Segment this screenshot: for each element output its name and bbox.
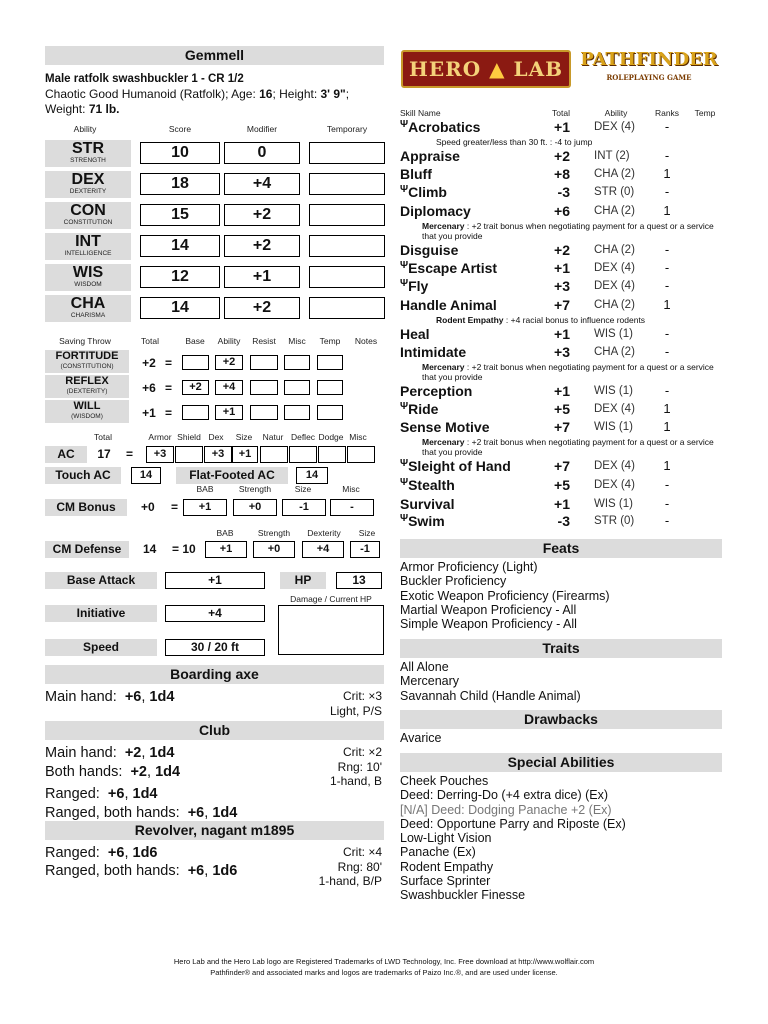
list-item: Panache (Ex) xyxy=(400,845,476,860)
header-skill-ranks: Ranks xyxy=(654,108,680,118)
header-skill-name: Skill Name xyxy=(400,108,441,118)
save-temp xyxy=(317,405,343,420)
header-save-total: Total xyxy=(141,336,159,346)
skill-note-acrobatics: Speed greater/less than 30 ft. : -4 to jump xyxy=(436,137,593,147)
ability-modifier: +4 xyxy=(224,173,300,195)
skill-note-sense-motive: Mercenary : +2 trait bonus when negotiating payment for a quest or a service that you provide xyxy=(422,437,714,457)
skill-bluff: Bluff xyxy=(400,166,432,182)
list-item: Deed: Opportune Parry and Riposte (Ex) xyxy=(400,816,626,831)
weapon-line: Main hand: +2, 1d4 xyxy=(45,745,175,761)
header-skill-temp: Temp xyxy=(694,108,716,118)
skill-ability: DEX (4) xyxy=(594,460,635,472)
save-equals: = xyxy=(165,406,173,420)
skill-ability: DEX (4) xyxy=(594,280,635,292)
touch-ac-value: 14 xyxy=(131,467,161,484)
weapon-line: Main hand: +6, 1d4 xyxy=(45,689,175,705)
cm-defense-total: 14 xyxy=(143,542,157,556)
skill-perception: Perception xyxy=(400,383,473,399)
ability-modifier: +1 xyxy=(224,266,300,288)
skill-total: +7 xyxy=(554,419,570,435)
ac-total: 17 xyxy=(97,447,111,461)
skill-ability: INT (2) xyxy=(594,150,630,162)
skill-ability: WIS (1) xyxy=(594,328,633,340)
skill-ranks: 1 xyxy=(663,297,671,312)
save-resist xyxy=(250,405,278,420)
footer-line-1: Hero Lab and the Hero Lab logo are Registered Trademarks of LWD Technology, Inc. Free download at http://www.wolflair.com xyxy=(173,957,595,966)
cm-bonus-size: -1 xyxy=(282,499,326,516)
header-ac-total: Total xyxy=(94,432,112,442)
header-save-ability: Ability xyxy=(217,336,241,346)
armor-check-icon: Ψ xyxy=(400,401,409,412)
save-equals: = xyxy=(165,356,173,370)
list-item: Exotic Weapon Proficiency (Firearms) xyxy=(400,588,610,603)
skill-ranks: - xyxy=(664,148,670,163)
skill-note-handle-animal: Rodent Empathy : +4 racial bonus to influence rodents xyxy=(436,315,646,325)
touch-ac-label: Touch AC xyxy=(45,467,121,484)
cm-bonus-equals: = xyxy=(171,500,179,514)
skill-ability: DEX (4) xyxy=(594,262,635,274)
ability-label-wis: WIS WISDOM xyxy=(45,264,131,291)
cm-bonus-label: CM Bonus xyxy=(45,499,127,516)
hp-value: 13 xyxy=(336,572,382,589)
ability-score: 14 xyxy=(140,297,220,319)
ac-label: AC xyxy=(45,446,87,463)
herolab-logo: HERO ▲ LAB xyxy=(401,50,571,88)
ability-score: 12 xyxy=(140,266,220,288)
cm-defense-label: CM Defense xyxy=(45,541,129,558)
ability-temporary[interactable] xyxy=(309,204,385,226)
skill-climb: $^\Psi$Climb xyxy=(400,184,447,200)
ability-modifier: +2 xyxy=(224,235,300,257)
skill-ability: CHA (2) xyxy=(594,205,635,217)
save-total: +1 xyxy=(142,406,156,420)
traits-title: Traits xyxy=(400,639,722,658)
ability-label-con: CON CONSTITUTION xyxy=(45,202,131,229)
weapon-stats: Crit: ×3 Light, P/S xyxy=(329,689,382,718)
list-item: Avarice xyxy=(400,731,442,745)
pathfinder-logo: PATHFINDER ROLEPLAYING GAME xyxy=(580,49,718,82)
skill-ranks: - xyxy=(664,383,670,398)
armor-check-icon: Ψ xyxy=(400,477,409,488)
armor-check-icon: Ψ xyxy=(400,278,409,289)
skill-total: +1 xyxy=(554,326,570,342)
special-abilities-title: Special Abilities xyxy=(400,753,722,772)
feats-list xyxy=(400,560,610,631)
skill-fly: $^\Psi$Fly xyxy=(400,278,429,294)
weapon-stats: Crit: ×4 Rng: 80' 1-hand, B/P xyxy=(318,845,382,888)
ac-armor-box: +3 xyxy=(146,446,174,463)
skill-swim: $^\Psi$Swim xyxy=(400,513,445,529)
armor-check-icon: Ψ xyxy=(400,184,409,195)
list-item: Surface Sprinter xyxy=(400,874,491,889)
skill-total: +2 xyxy=(554,148,570,164)
cm-bonus-misc: - xyxy=(330,499,374,516)
save-base xyxy=(182,355,209,370)
list-item: Armor Proficiency (Light) xyxy=(400,560,538,574)
skill-ranks: 1 xyxy=(663,458,671,473)
save-equals: = xyxy=(165,381,173,395)
list-item: Simple Weapon Proficiency - All xyxy=(400,617,577,632)
skill-ability: DEX (4) xyxy=(594,121,635,133)
save-temp xyxy=(317,355,343,370)
header-save-temp: Temp xyxy=(319,336,341,346)
cm-defense-strength: +0 xyxy=(253,541,295,558)
weapon-line: Ranged: +6, 1d4 xyxy=(45,786,158,802)
skill-ranks: 1 xyxy=(663,203,671,218)
armor-check-icon: Ψ xyxy=(400,513,409,524)
save-resist xyxy=(250,380,278,395)
header-cmb-misc: Misc xyxy=(342,484,360,494)
cm-defense-dexterity: +4 xyxy=(302,541,344,558)
damage-current-hp-field[interactable] xyxy=(278,605,384,655)
skill-ability: DEX (4) xyxy=(594,403,635,415)
ability-score: 14 xyxy=(140,235,220,257)
skill-ability: STR (0) xyxy=(594,515,635,527)
skill-total: +6 xyxy=(554,203,570,219)
header-cmd-dexterity: Dexterity xyxy=(307,528,341,538)
cm-bonus-total: +0 xyxy=(141,500,155,514)
skill-acrobatics: $^\Psi$Acrobatics xyxy=(400,119,481,135)
skill-ranks: - xyxy=(664,326,670,341)
header-save-resist: Resist xyxy=(252,336,276,346)
ability-score: 15 xyxy=(140,204,220,226)
skill-ranks: 1 xyxy=(663,401,671,416)
ability-temporary[interactable] xyxy=(309,266,385,288)
ability-modifier: +2 xyxy=(224,204,300,226)
character-details: Chaotic Good Humanoid (Ratfolk); Age: 16; Height: 3' 9"; Weight: 71 lb. xyxy=(45,87,350,116)
ac-shield-box xyxy=(175,446,203,463)
skill-ability: CHA (2) xyxy=(594,244,635,256)
list-item: Buckler Proficiency xyxy=(400,574,507,589)
ac-natur-box xyxy=(260,446,288,463)
cm-bonus-strength: +0 xyxy=(233,499,277,516)
ac-deflec-box xyxy=(289,446,317,463)
header-ac-armor: Armor xyxy=(148,432,172,442)
weapon-line: Both hands: +2, 1d4 xyxy=(45,764,181,780)
list-item: Martial Weapon Proficiency - All xyxy=(400,602,577,617)
footer-line-2: Pathfinder® and associated marks and logos are trademarks of Paizo Inc.®, and are used under license. xyxy=(210,968,558,977)
list-item: Savannah Child (Handle Animal) xyxy=(400,688,581,703)
list-item: Swashbuckler Finesse xyxy=(400,888,526,903)
header-ac-size: Size xyxy=(235,432,253,442)
feats-title: Feats xyxy=(400,539,722,558)
list-item: Cheek Pouches xyxy=(400,774,489,788)
list-item: [N/A] Deed: Dodging Panache +2 (Ex) xyxy=(400,802,612,817)
save-base: +2 xyxy=(182,380,209,395)
skill-note-diplomacy: Mercenary : +2 trait bonus when negotiating payment for a quest or a service that you provide xyxy=(422,221,714,241)
header-cmd-bab: BAB xyxy=(216,528,234,538)
ability-temporary[interactable] xyxy=(309,173,385,195)
skill-total: -3 xyxy=(557,184,570,200)
skill-ranks: - xyxy=(664,184,670,199)
save-ability: +4 xyxy=(215,380,243,395)
skill-ability: WIS (1) xyxy=(594,498,633,510)
skill-total: +1 xyxy=(554,496,570,512)
weapon-club-title: Club xyxy=(45,721,384,740)
ability-label-dex: DEX DEXTERITY xyxy=(45,171,131,198)
ac-misc-box xyxy=(347,446,375,463)
save-temp xyxy=(317,380,343,395)
header-cmd-size: Size xyxy=(358,528,376,538)
flat-footed-value: 14 xyxy=(296,467,328,484)
skill-ranks: - xyxy=(664,344,670,359)
header-ac-dodge: Dodge xyxy=(318,432,344,442)
special-abilities-list xyxy=(400,774,626,903)
drawbacks-title: Drawbacks xyxy=(400,710,722,729)
character-name: Gemmell xyxy=(45,46,384,65)
skill-appraise: Appraise xyxy=(400,148,460,164)
skill-ranks: - xyxy=(664,242,670,257)
header-cmb-size: Size xyxy=(294,484,312,494)
ac-dodge-box xyxy=(318,446,346,463)
header-ac-shield: Shield xyxy=(177,432,201,442)
save-base xyxy=(182,405,209,420)
header-cmd-strength: Strength xyxy=(257,528,291,538)
skill-total: +7 xyxy=(554,297,570,313)
base-attack-value: +1 xyxy=(165,572,265,589)
skill-escape-artist: $^\Psi$Escape Artist xyxy=(400,260,498,276)
save-misc xyxy=(284,405,310,420)
save-label-will: WILL (WISDOM) xyxy=(45,400,129,423)
save-ability: +1 xyxy=(215,405,243,420)
skill-ability: CHA (2) xyxy=(594,299,635,311)
header-save-notes: Notes xyxy=(354,336,378,346)
list-item: All Alone xyxy=(400,660,449,674)
ability-score: 10 xyxy=(140,142,220,164)
save-total: +6 xyxy=(142,381,156,395)
skill-ranks: - xyxy=(664,278,670,293)
skill-ranks: - xyxy=(664,496,670,511)
ability-score: 18 xyxy=(140,173,220,195)
hp-label: HP xyxy=(280,572,326,589)
skill-stealth: $^\Psi$Stealth xyxy=(400,477,455,493)
skill-total: +3 xyxy=(554,278,570,294)
cm-defense-bab: +1 xyxy=(205,541,247,558)
character-summary: Male ratfolk swashbuckler 1 - CR 1/2 xyxy=(45,73,244,85)
header-cmb-bab: BAB xyxy=(196,484,214,494)
header-ac-misc: Misc xyxy=(349,432,367,442)
skill-total: +5 xyxy=(554,401,570,417)
skill-ranks: - xyxy=(664,477,670,492)
header-ac-deflec: Deflec xyxy=(290,432,316,442)
skill-disguise: Disguise xyxy=(400,242,459,258)
header-temporary: Temporary xyxy=(326,124,368,134)
skill-sleight-of-hand: $^\Psi$Sleight of Hand xyxy=(400,458,511,474)
skill-handle-animal: Handle Animal xyxy=(400,297,497,313)
skill-note-intimidate: Mercenary : +2 trait bonus when negotiating payment for a quest or a service that you provide xyxy=(422,362,714,382)
skill-total: +3 xyxy=(554,344,570,360)
weapon-line: Ranged: +6, 1d6 xyxy=(45,845,158,861)
ability-label-cha: CHA CHARISMA xyxy=(45,295,131,322)
skill-diplomacy: Diplomacy xyxy=(400,203,471,219)
ability-temporary[interactable] xyxy=(309,235,385,257)
header-skill-ability: Ability xyxy=(604,108,628,118)
skill-total: -3 xyxy=(557,513,570,529)
cm-defense-base: = 10 xyxy=(172,542,196,556)
ability-modifier: 0 xyxy=(224,142,300,164)
skill-ability: DEX (4) xyxy=(594,479,635,491)
header-save-misc: Misc xyxy=(288,336,306,346)
ability-label-str: STR STRENGTH xyxy=(45,140,131,167)
base-attack-label: Base Attack xyxy=(45,572,157,589)
weapon-stats: Crit: ×2 Rng: 10' 1-hand, B xyxy=(329,745,382,788)
skill-ability: CHA (2) xyxy=(594,168,635,180)
header-cmb-strength: Strength xyxy=(238,484,272,494)
skill-ranks: - xyxy=(664,119,670,134)
armor-check-icon: Ψ xyxy=(400,260,409,271)
save-ability: +2 xyxy=(215,355,243,370)
save-resist xyxy=(250,355,278,370)
header-score: Score xyxy=(168,124,192,134)
header-modifier: Modifier xyxy=(246,124,278,134)
save-misc xyxy=(284,355,310,370)
skill-ranks: - xyxy=(664,513,670,528)
skill-ability: WIS (1) xyxy=(594,421,633,433)
save-label-reflex: REFLEX (DEXTERITY) xyxy=(45,375,129,398)
skill-heal: Heal xyxy=(400,326,430,342)
header-saving-throw: Saving Throw xyxy=(59,336,111,346)
save-misc xyxy=(284,380,310,395)
skill-intimidate: Intimidate xyxy=(400,344,467,360)
ac-size-box: +1 xyxy=(232,446,258,463)
traits-list xyxy=(400,660,581,703)
initiative-label: Initiative xyxy=(45,605,157,622)
skill-ability: WIS (1) xyxy=(594,385,633,397)
weapon-revolver-title: Revolver, nagant m1895 xyxy=(45,821,384,840)
ac-equals: = xyxy=(126,447,134,461)
ac-dex-box: +3 xyxy=(204,446,232,463)
list-item: Low-Light Vision xyxy=(400,831,492,846)
skill-total: +7 xyxy=(554,458,570,474)
weapon-line: Ranged, both hands: +6, 1d4 xyxy=(45,805,238,821)
save-label-fortitude: FORTITUDE (CONSTITUTION) xyxy=(45,350,129,373)
header-save-base: Base xyxy=(185,336,205,346)
list-item: Rodent Empathy xyxy=(400,859,494,874)
weapon-line: Ranged, both hands: +6, 1d6 xyxy=(45,863,238,879)
list-item: Mercenary xyxy=(400,674,460,689)
flat-footed-label: Flat-Footed AC xyxy=(176,467,288,484)
skill-total: +1 xyxy=(554,119,570,135)
weapon-boarding-axe-title: Boarding axe xyxy=(45,665,384,684)
ability-modifier: +2 xyxy=(224,297,300,319)
ability-label-int: INT INTELLIGENCE xyxy=(45,233,131,260)
skill-total: +8 xyxy=(554,166,570,182)
drawbacks-list xyxy=(400,731,441,745)
skill-total: +2 xyxy=(554,242,570,258)
speed-label: Speed xyxy=(45,639,157,656)
cm-defense-size: -1 xyxy=(350,541,380,558)
skill-survival: Survival xyxy=(400,496,455,512)
skill-ability: CHA (2) xyxy=(594,346,635,358)
armor-check-icon: Ψ xyxy=(400,458,409,469)
skill-total: +1 xyxy=(554,383,570,399)
save-total: +2 xyxy=(142,356,156,370)
cm-bonus-bab: +1 xyxy=(183,499,227,516)
header-skill-total: Total xyxy=(552,108,570,118)
speed-value: 30 / 20 ft xyxy=(165,639,265,656)
ability-temporary[interactable] xyxy=(309,142,385,164)
armor-check-icon: Ψ xyxy=(400,119,409,130)
header-ac-dex: Dex xyxy=(208,432,224,442)
header-ac-natur: Natur xyxy=(262,432,284,442)
ability-temporary[interactable] xyxy=(309,297,385,319)
skill-ride: $^\Psi$Ride xyxy=(400,401,439,417)
skill-sense-motive: Sense Motive xyxy=(400,419,490,435)
list-item: Deed: Derring-Do (+4 extra dice) (Ex) xyxy=(400,788,609,803)
hp-caption: Damage / Current HP xyxy=(290,594,372,604)
skill-total: +1 xyxy=(554,260,570,276)
skill-ranks: 1 xyxy=(663,419,671,434)
skill-ranks: - xyxy=(664,260,670,275)
skill-ranks: 1 xyxy=(663,166,671,181)
footer xyxy=(0,956,768,978)
skill-ability: STR (0) xyxy=(594,186,635,198)
skill-total: +5 xyxy=(554,477,570,493)
header-ability: Ability xyxy=(73,124,97,134)
initiative-value: +4 xyxy=(165,605,265,622)
